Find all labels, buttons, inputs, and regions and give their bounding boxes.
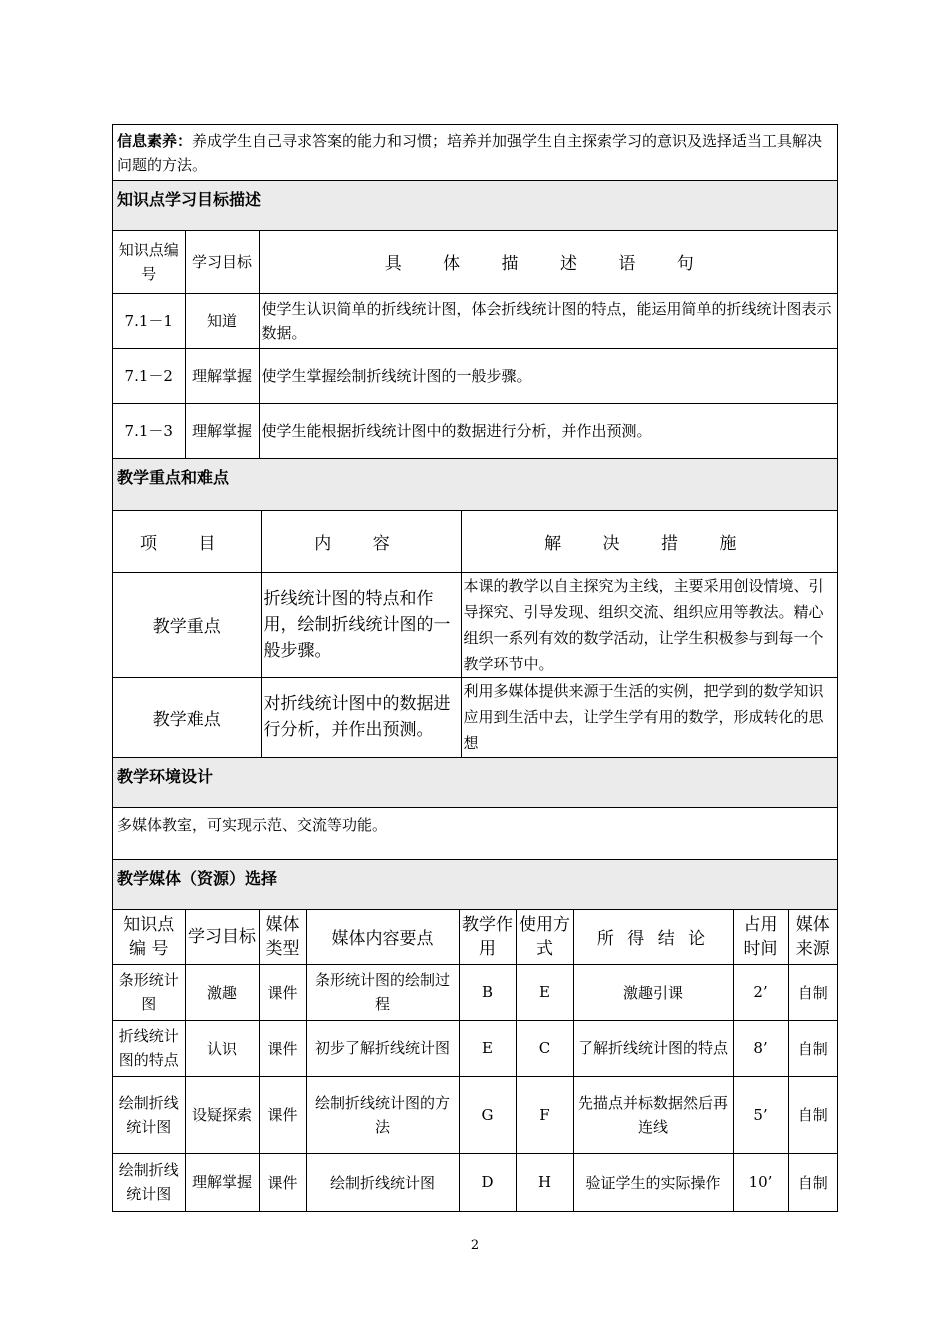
goal-desc: 使学生掌握绘制折线统计图的一般步骤。 [259, 348, 837, 403]
environment-text: 多媒体教室，可实现示范、交流等功能。 [112, 807, 838, 859]
media-cell: 设疑探索 [185, 1076, 259, 1153]
media-cell: 激趣 [185, 964, 259, 1020]
keypoint-measure: 利用多媒体提供来源于生活的实例，把学到的数学知识应用到生活中去，让学生学有用的数学，形成转化的思想 [461, 677, 837, 757]
goal-level: 理解掌握 [185, 403, 259, 458]
table-row [113, 403, 837, 458]
keypoints-table [113, 511, 837, 757]
goal-desc: 使学生能根据折线统计图中的数据进行分析，并作出预测。 [259, 403, 837, 458]
media-cell: 初步了解折线统计图 [306, 1020, 459, 1076]
media-header-type: 媒体类型 [259, 910, 306, 964]
media-header-conclusion: 所 得 结 论 [573, 910, 733, 964]
media-table-wrap [112, 909, 838, 1212]
goal-level: 理解掌握 [185, 348, 259, 403]
info-literacy-block [112, 124, 838, 180]
goal-id: 7.1－1 [113, 293, 185, 348]
keypoints-table-wrap [112, 510, 838, 757]
page-number: 2 [470, 1238, 480, 1253]
media-cell: 课件 [259, 964, 306, 1020]
media-header-goal: 学习目标 [185, 910, 259, 964]
media-cell: 自制 [788, 1020, 837, 1076]
keypoint-item: 教学难点 [113, 677, 261, 757]
table-row [113, 1020, 837, 1076]
media-cell: 条形统计图的绘制过程 [306, 964, 459, 1020]
goals-header-level: 学习目标 [185, 231, 259, 293]
table-row [113, 348, 837, 403]
media-header-role: 教学作用 [459, 910, 516, 964]
keypoint-content: 折线统计图的特点和作用，绘制折线统计图的一般步骤。 [261, 572, 461, 677]
media-header-source: 媒体来源 [788, 910, 837, 964]
media-cell: 自制 [788, 1076, 837, 1153]
media-cell: 折线统计图的特点 [113, 1020, 185, 1076]
table-row [113, 572, 837, 677]
keypoint-content: 对折线统计图中的数据进行分析，并作出预测。 [261, 677, 461, 757]
table-row [113, 964, 837, 1020]
info-literacy-label: 信息素养： [117, 132, 193, 150]
media-cell: 条形统计图 [113, 964, 185, 1020]
table-row [113, 1153, 837, 1211]
keypoints-header-item: 项 目 [113, 511, 261, 572]
goal-id: 7.1－2 [113, 348, 185, 403]
table-row [113, 1076, 837, 1153]
media-header-time: 占用时间 [733, 910, 788, 964]
media-cell: 认识 [185, 1020, 259, 1076]
media-cell: 了解折线统计图的特点 [573, 1020, 733, 1076]
media-header-usage: 使用方式 [516, 910, 573, 964]
goals-header-id: 知识点编 号 [113, 231, 185, 293]
keypoint-measure: 本课的教学以自主探究为主线，主要采用创设情境、引导探究、引导发现、组织交流、组织应用等教法。精心组织一系列有效的数学活动，让学生积极参与到每一个教学环节中。 [461, 572, 837, 677]
media-cell: E [516, 964, 573, 1020]
keypoints-header-measure: 解 决 措 施 [461, 511, 837, 572]
media-cell: C [516, 1020, 573, 1076]
section-media-title: 教学媒体（资源）选择 [112, 859, 838, 909]
media-cell: 绘制折线统计图的方法 [306, 1076, 459, 1153]
keypoint-item: 教学重点 [113, 572, 261, 677]
media-cell: D [459, 1153, 516, 1211]
media-header-id: 知识点编 号 [113, 910, 185, 964]
media-cell: 绘制折线统计图 [113, 1076, 185, 1153]
goal-desc: 使学生认识简单的折线统计图，体会折线统计图的特点，能运用简单的折线统计图表示数据。 [259, 293, 837, 348]
media-cell: B [459, 964, 516, 1020]
media-cell: 验证学生的实际操作 [573, 1153, 733, 1211]
goal-level: 知道 [185, 293, 259, 348]
media-cell: 激趣引课 [573, 964, 733, 1020]
media-cell: H [516, 1153, 573, 1211]
table-row [113, 293, 837, 348]
media-cell: 5’ [733, 1076, 788, 1153]
media-cell: 2’ [733, 964, 788, 1020]
media-cell: G [459, 1076, 516, 1153]
goals-table-wrap [112, 230, 838, 458]
section-goals-title: 知识点学习目标描述 [112, 180, 838, 230]
media-cell: 先描点并标数据然后再连线 [573, 1076, 733, 1153]
media-table [113, 910, 837, 1211]
media-cell: 课件 [259, 1076, 306, 1153]
goals-header-desc: 具 体 描 述 语 句 [259, 231, 837, 293]
media-cell: 10’ [733, 1153, 788, 1211]
table-row [113, 677, 837, 757]
media-cell: 课件 [259, 1020, 306, 1076]
info-literacy-text: 养成学生自己寻求答案的能力和习惯；培养并加强学生自主探索学习的意识及选择适当工具解决问题的方法。 [117, 132, 823, 174]
media-cell: F [516, 1076, 573, 1153]
media-cell: E [459, 1020, 516, 1076]
media-cell: 自制 [788, 1153, 837, 1211]
lesson-plan-page [112, 124, 838, 1212]
media-cell: 8’ [733, 1020, 788, 1076]
keypoints-header-content: 内 容 [261, 511, 461, 572]
section-environment-title: 教学环境设计 [112, 757, 838, 807]
media-cell: 绘制折线统计图 [113, 1153, 185, 1211]
media-cell: 课件 [259, 1153, 306, 1211]
section-keypoints-title: 教学重点和难点 [112, 458, 838, 510]
media-cell: 理解掌握 [185, 1153, 259, 1211]
media-cell: 绘制折线统计图 [306, 1153, 459, 1211]
media-header-content: 媒体内容要点 [306, 910, 459, 964]
goal-id: 7.1－3 [113, 403, 185, 458]
media-cell: 自制 [788, 964, 837, 1020]
goals-table [113, 231, 837, 458]
